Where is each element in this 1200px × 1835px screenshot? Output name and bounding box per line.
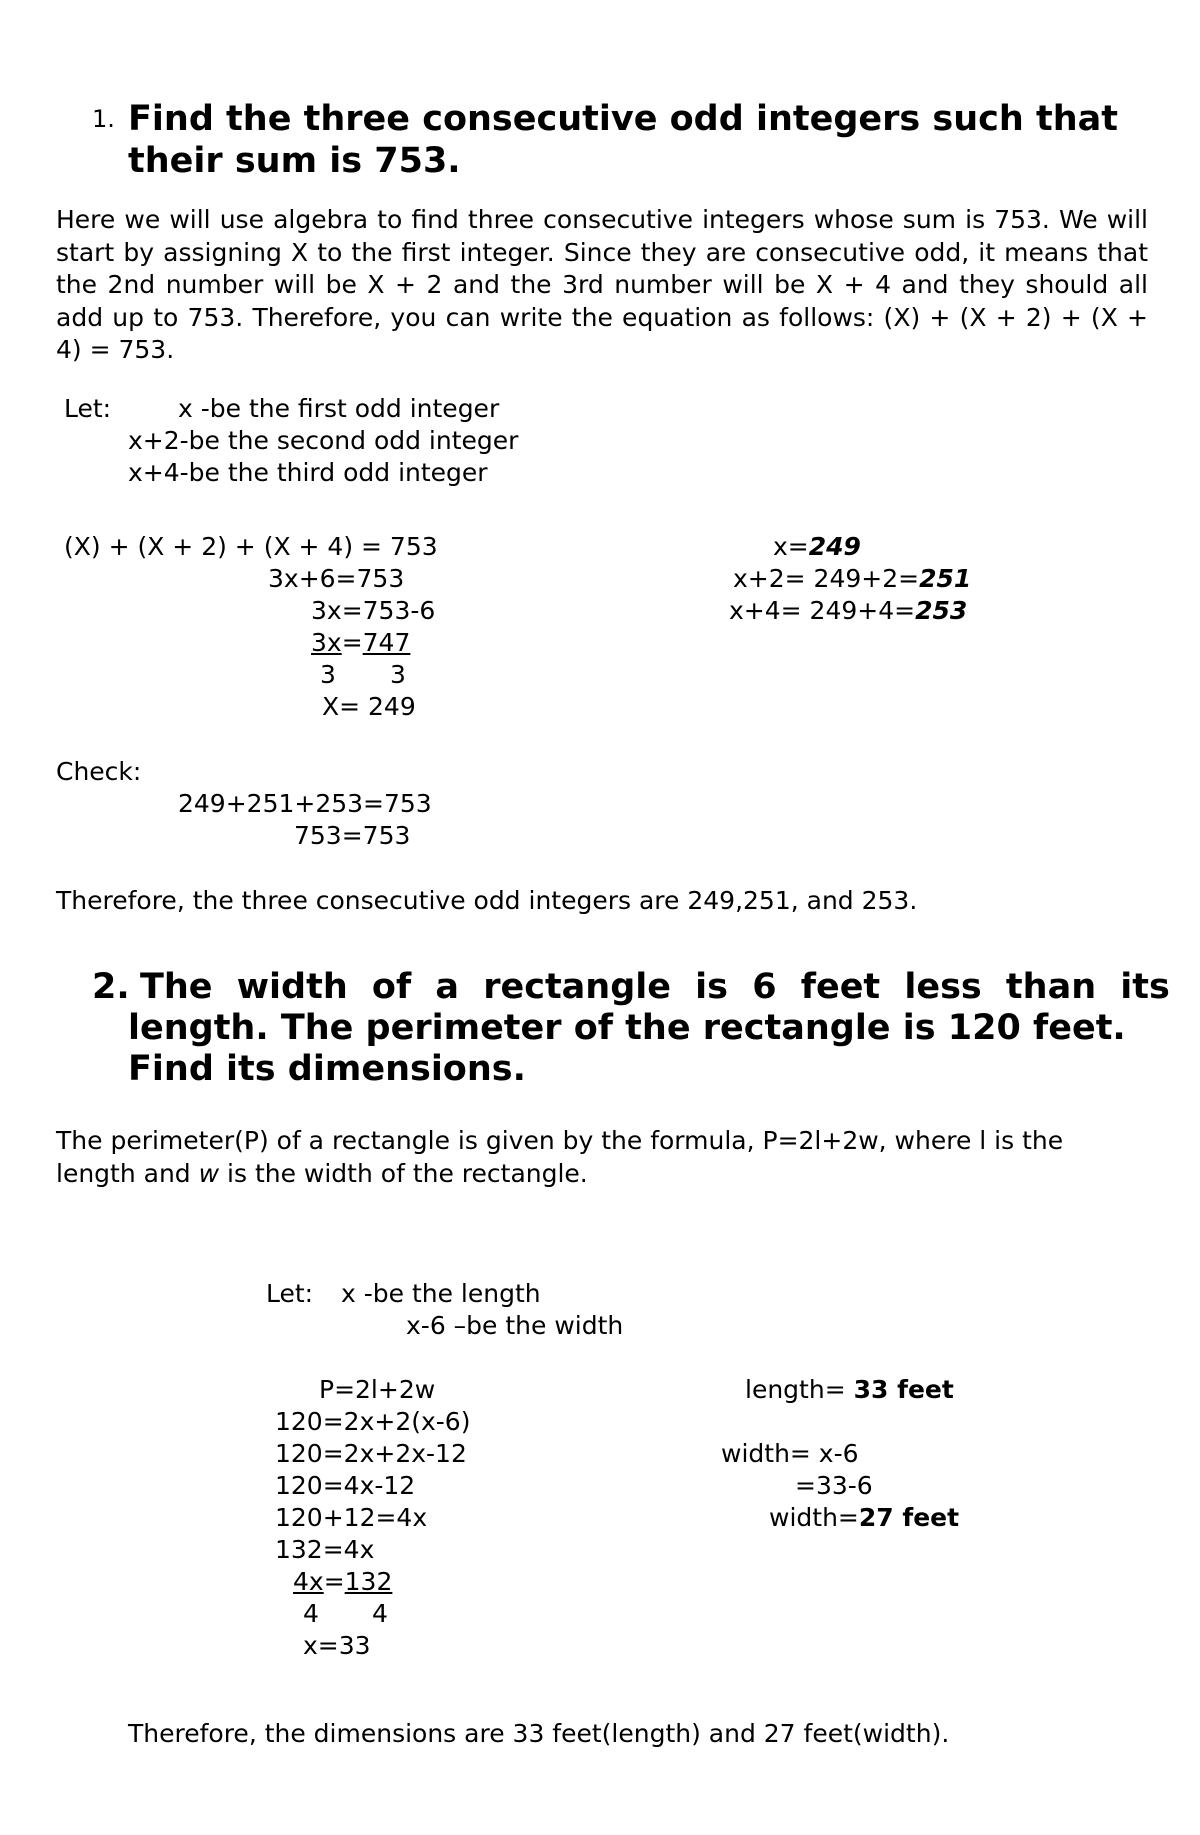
problem2-s4: 120=4x-12 — [275, 1471, 416, 1500]
problem1-answer2-label: x+2= 249+2= — [733, 564, 920, 593]
problem1-let-label: Let: — [64, 394, 112, 423]
problem1-answer2 — [733, 563, 971, 595]
problem1-eq2: 3x+6=753 — [268, 564, 405, 593]
problem1-check1: 249+251+253=753 — [178, 789, 432, 818]
problem2-let2: x-6 –be the width — [406, 1311, 624, 1340]
problem2-length-value: 33 feet — [853, 1375, 954, 1404]
problem2-intro-b: is the width of the rectangle. — [219, 1158, 588, 1188]
problem2-width2-label: width= — [769, 1503, 859, 1532]
problem2-s1: P=2l+2w — [319, 1375, 436, 1404]
problem1-answer3 — [729, 595, 967, 627]
problem2-title-line2: length. The perimeter of the rectangle is 120 feet. — [128, 1008, 1126, 1048]
problem1-eq1: (X) + (X + 2) + (X + 4) = 753 — [64, 532, 438, 561]
problem2-s7-left: 4x — [293, 1567, 324, 1596]
problem2-let1: x -be the length — [341, 1279, 541, 1308]
problem2-s7-right: 132 — [344, 1567, 393, 1596]
problem1-conclusion: Therefore, the three consecutive odd integers are 249,251, and 253. — [56, 886, 918, 915]
problem1-let1: x -be the first odd integer — [178, 394, 500, 423]
problem1-let2: x+2-be the second odd integer — [128, 426, 519, 455]
problem2-s6: 132=4x — [275, 1535, 375, 1564]
problem2-title-line3: Find its dimensions. — [128, 1049, 526, 1089]
problem1-answer1-value: 249 — [808, 532, 861, 561]
problem1-eq4 — [311, 627, 410, 659]
problem1-eq3: 3x=753-6 — [311, 596, 436, 625]
problem1-check-label: Check: — [56, 757, 142, 786]
problem2-s8-right: 4 — [372, 1599, 388, 1628]
problem2-number: 2. — [92, 967, 130, 1007]
problem1-number: 1. — [92, 105, 115, 133]
problem2-s3: 120=2x+2x-12 — [275, 1439, 467, 1468]
problem2-s7-mid: = — [323, 1567, 345, 1596]
problem1-answer3-label: x+4= 249+4= — [729, 596, 916, 625]
problem1-answer1 — [773, 531, 861, 563]
problem2-width-step: =33-6 — [795, 1471, 873, 1500]
problem1-eq5-left: 3 — [320, 660, 336, 689]
problem1-title-line2: their sum is 753. — [128, 141, 461, 181]
problem1-eq6: X= 249 — [322, 692, 416, 721]
problem1-check2: 753=753 — [294, 821, 411, 850]
problem1-eq4-mid: = — [341, 628, 363, 657]
problem2-title-line1: The width of a rectangle is 6 feet less than its — [140, 967, 1170, 1007]
problem1-intro: Here we will use algebra to find three consecutive integers whose sum is 753. We will start by assigning X to the first integer. Since they are consecutive odd, it means that the 2nd number will be X + 2 and the 3rd number will be X + 4 and they should all add up to 753. Therefore, you can write the equation as follows: (X) + (X + 2) + (X + 4) = 753. — [56, 205, 1148, 364]
problem2-intro-w: w — [198, 1158, 220, 1188]
problem1-eq4-right: 747 — [362, 628, 411, 657]
problem1-eq5-right: 3 — [390, 660, 406, 689]
problem1-answer3-value: 253 — [915, 596, 968, 625]
problem1-title-line1: Find the three consecutive odd integers such that — [128, 99, 1118, 139]
problem2-width2-value: 27 feet — [858, 1503, 960, 1532]
problem2-s2: 120=2x+2(x-6) — [275, 1407, 471, 1436]
problem2-length-label: length= — [745, 1375, 854, 1404]
problem2-s9: x=33 — [303, 1631, 371, 1660]
problem1-let3: x+4-be the third odd integer — [128, 458, 488, 487]
problem1-answer1-label: x= — [773, 532, 809, 561]
problem2-s5: 120+12=4x — [275, 1503, 428, 1532]
problem2-width-label: width= x-6 — [721, 1439, 859, 1468]
problem2-width2 — [769, 1502, 959, 1534]
problem1-eq4-left: 3x — [311, 628, 342, 657]
problem2-let-label: Let: — [266, 1279, 314, 1308]
problem2-s7 — [293, 1566, 392, 1598]
problem2-length — [745, 1374, 954, 1406]
problem2-intro-a: The perimeter(P) of a rectangle is given by the formula, P=2l+2w, where l is the length and — [56, 1126, 1064, 1188]
problem2-intro — [56, 1125, 1148, 1190]
problem1-answer2-value: 251 — [919, 564, 972, 593]
problem2-s8-left: 4 — [303, 1599, 319, 1628]
problem2-conclusion: Therefore, the dimensions are 33 feet(length) and 27 feet(width). — [128, 1719, 950, 1748]
